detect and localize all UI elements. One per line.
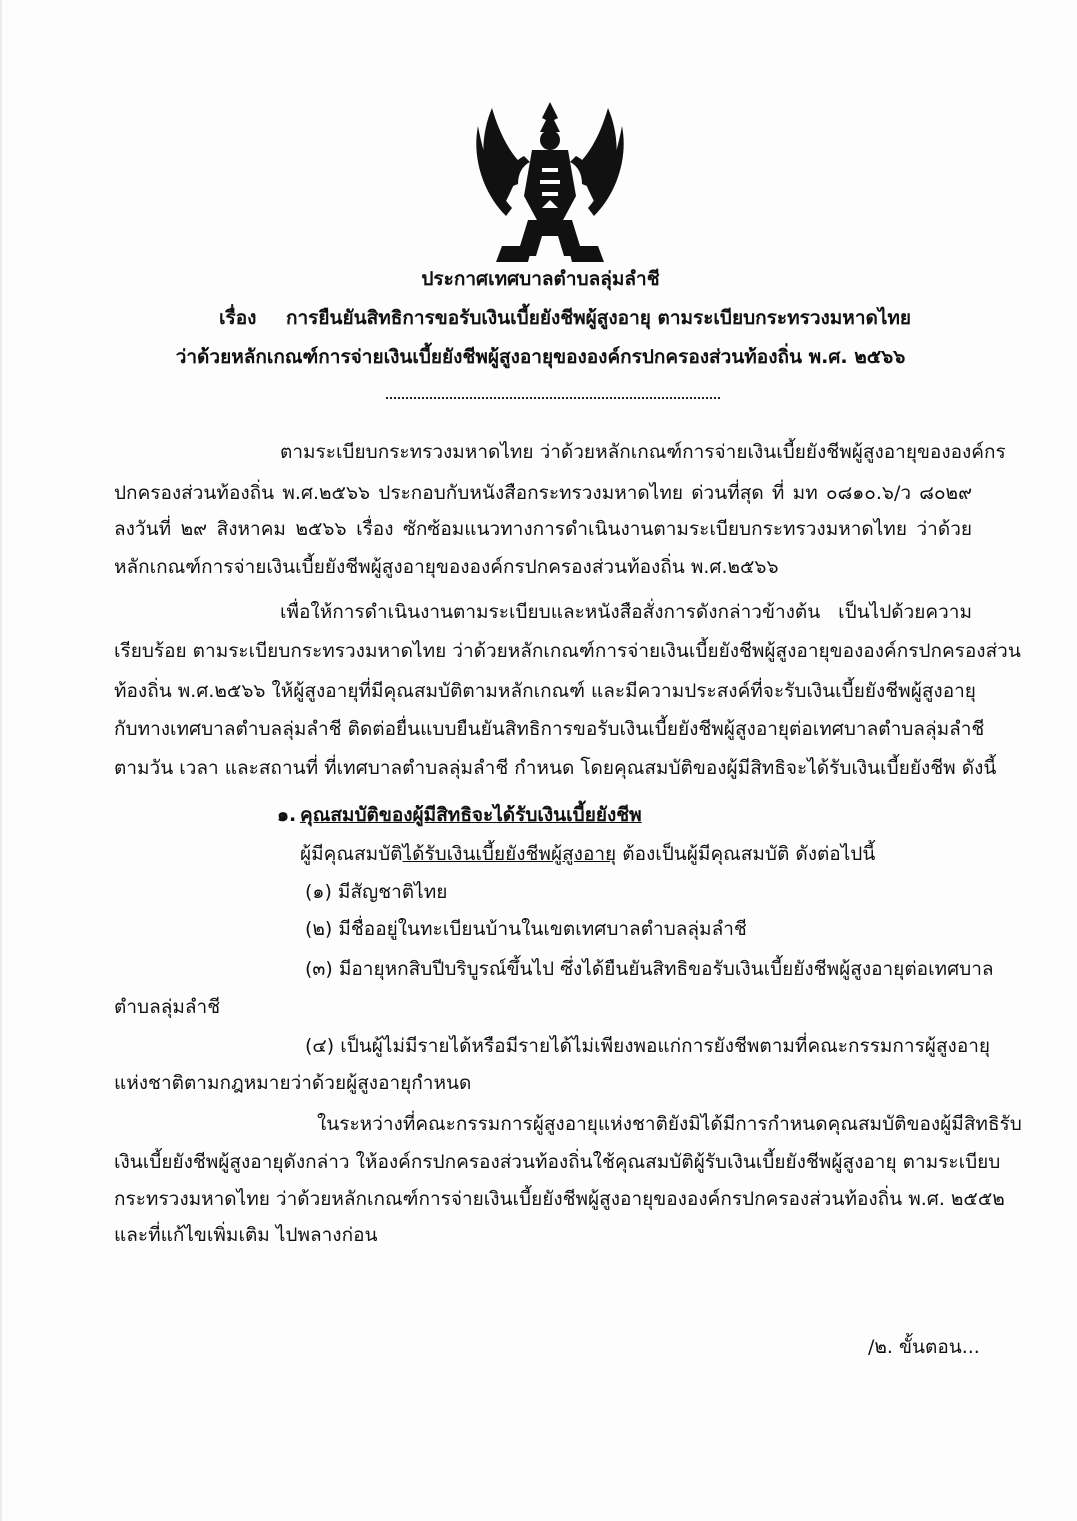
paragraph-2-line-5: ตามวัน เวลา และสถานที่ ที่เทศบาลตำบลลุ่มลำชี กำหนด โดยคุณสมบัติของผู้มีสิทธิจะได้รับเงินเบี้ยยังชีพ ดังนี้ xyxy=(114,757,997,779)
criteria-item-2: (๒) มีชื่ออยู่ในทะเบียนบ้านในเขตเทศบาลตำบลลุ่มลำชี xyxy=(305,918,747,940)
subject-line-1: การยืนยันสิทธิการขอรับเงินเบี้ยยังชีพผู้สูงอายุ ตามระเบียบกระทรวงมหาดไทย xyxy=(286,307,912,329)
paragraph-3-line-1: ในระหว่างที่คณะกรรมการผู้สูงอายุแห่งชาติยังมิได้มีการกำหนดคุณสมบัติของผู้มีสิทธิรับ xyxy=(317,1113,1022,1135)
criteria-item-1: (๑) มีสัญชาติไทย xyxy=(305,881,448,903)
separator-dotted-line xyxy=(386,397,720,399)
paragraph-1-line-3: ลงวันที่ ๒๙ สิงหาคม ๒๕๖๖ เรื่อง ซักซ้อมแนวทางการดำเนินงานตามระเบียบกระทรวงมหาดไทย ว่าด้วย xyxy=(114,518,972,540)
criteria-item-4-line-2: แห่งชาติตามกฎหมายว่าด้วยผู้สูงอายุกำหนด xyxy=(114,1072,472,1094)
paragraph-2-line-4: กับทางเทศบาลตำบลลุ่มลำชี ติดต่อยื่นแบบยืนยันสิทธิการขอรับเงินเบี้ยยังชีพผู้สูงอายุต่อเทศบาลตำบลลุ่มลำชี xyxy=(114,718,985,740)
next-page-marker: /๒. ขั้นตอน... xyxy=(868,1336,980,1358)
criteria-item-3-line-2: ตำบลลุ่มลำชี xyxy=(114,996,221,1018)
section-1-intro-a: ผู้มีคุณสมบัติ xyxy=(300,843,403,865)
subject-line-2: ว่าด้วยหลักเกณฑ์การจ่ายเงินเบี้ยยังชีพผู้สูงอายุขององค์กรปกครองส่วนท้องถิ่น พ.ศ. ๒๕๖๖ xyxy=(175,346,906,368)
paragraph-2-line-3: ท้องถิ่น พ.ศ.๒๕๖๖ ให้ผู้สูงอายุที่มีคุณสมบัติตามหลักเกณฑ์ และมีความประสงค์ที่จะรับเงินเบี้ยยังชีพผู้สูงอายุ xyxy=(114,680,976,702)
criteria-item-3-line-1: (๓) มีอายุหกสิบปีบริบูรณ์ขึ้นไป ซึ่งได้ยืนยันสิทธิขอรับเงินเบี้ยยังชีพผู้สูงอายุต่อเทศบาล xyxy=(305,958,994,980)
section-1-intro xyxy=(300,843,875,866)
paragraph-2-line-2: เรียบร้อย ตามระเบียบกระทรวงมหาดไทย ว่าด้วยหลักเกณฑ์การจ่ายเงินเบี้ยยังชีพผู้สูงอายุขององค์กรปกครองส่วน xyxy=(114,640,1021,662)
paragraph-1-line-4: หลักเกณฑ์การจ่ายเงินเบี้ยยังชีพผู้สูงอายุขององค์กรปกครองส่วนท้องถิ่น พ.ศ.๒๕๖๖ xyxy=(114,556,779,578)
section-1-number: ๑. xyxy=(277,804,297,826)
criteria-item-4-line-1: (๔) เป็นผู้ไม่มีรายได้หรือมีรายได้ไม่เพียงพอแก่การยังชีพตามที่คณะกรรมการผู้สูงอายุ xyxy=(305,1035,991,1057)
section-1-heading: คุณสมบัติของผู้มีสิทธิจะได้รับเงินเบี้ยยังชีพ xyxy=(300,804,642,826)
announcement-title: ประกาศเทศบาลตำบลลุ่มลำชี xyxy=(421,268,660,290)
section-1-intro-c: ต้องเป็นผู้มีคุณสมบัติ ดังต่อไปนี้ xyxy=(616,843,876,865)
paragraph-2-line-1: เพื่อให้การดำเนินงานตามระเบียบและหนังสือสั่งการดังกล่าวข้างต้น เป็นไปด้วยความ xyxy=(280,601,972,623)
garuda-emblem-icon xyxy=(472,96,628,266)
paragraph-3-line-3: กระทรวงมหาดไทย ว่าด้วยหลักเกณฑ์การจ่ายเงินเบี้ยยังชีพผู้สูงอายุขององค์กรปกครองส่วนท้องถิ่น พ.ศ. ๒๕๕๒ xyxy=(114,1188,1005,1210)
paragraph-3-line-2: เงินเบี้ยยังชีพผู้สูงอายุดังกล่าว ให้องค์กรปกครองส่วนท้องถิ่นใช้คุณสมบัติผู้รับเงินเบี้ยยังชีพผู้สูงอายุ ตามระเบียบ xyxy=(114,1151,1001,1173)
subject-label: เรื่อง xyxy=(219,307,257,329)
section-1-intro-b: ได้รับเงินเบี้ยยังชีพผู้สูงอายุ xyxy=(402,843,617,865)
paragraph-1-line-2: ปกครองส่วนท้องถิ่น พ.ศ.๒๕๖๖ ประกอบกับหนังสือกระทรวงมหาดไทย ด่วนที่สุด ที่ มท ๐๘๑๐.๖/ว ๘๐๒๙ xyxy=(114,482,972,504)
paragraph-1-line-1: ตามระเบียบกระทรวงมหาดไทย ว่าด้วยหลักเกณฑ์การจ่ายเงินเบี้ยยังชีพผู้สูงอายุขององค์กร xyxy=(280,441,1006,463)
paragraph-3-line-4: และที่แก้ไขเพิ่มเติม ไปพลางก่อน xyxy=(114,1224,378,1246)
